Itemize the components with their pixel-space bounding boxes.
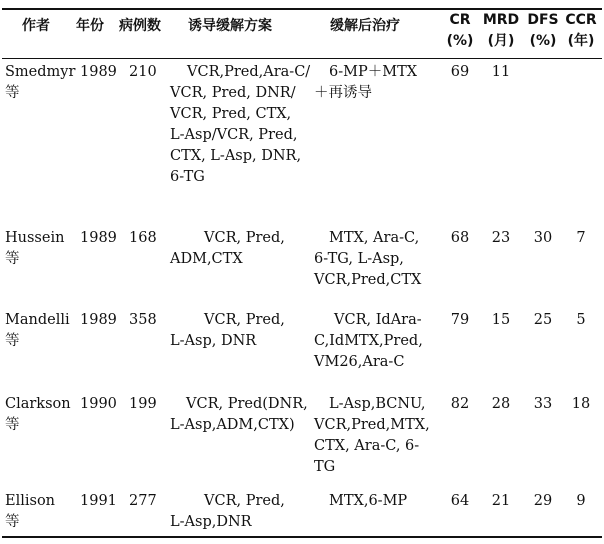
table-row-author — [5, 310, 70, 352]
row-1-induction-line2: VCR, Pred, DNR/ — [170, 85, 296, 101]
row-5-mrd: 21 — [491, 493, 511, 509]
row-2-post-line1: MTX, Ara-C, — [329, 230, 420, 246]
row-3-induction-line2: L-Asp, DNR — [170, 333, 257, 349]
row-4-post-line1: L-Asp,BCNU, — [329, 396, 426, 412]
header-induction: 诱导缓解方案 — [188, 18, 272, 34]
header-cases: 病例数 — [119, 18, 161, 34]
row-1-year: 1989 — [80, 64, 117, 80]
row-3-mrd: 15 — [491, 312, 511, 328]
row-4-post-line4: TG — [314, 459, 336, 475]
header-ccr-line2: (年) — [567, 33, 595, 49]
header-dfs-line2: (%) — [529, 33, 557, 49]
row-5-author-suffix: 等 — [5, 514, 20, 530]
row-3-post-remission — [314, 310, 423, 373]
row-1-mrd: 11 — [491, 64, 511, 80]
header-mrd-line1: MRD — [482, 12, 520, 28]
row-5-ccr: 9 — [576, 493, 586, 509]
row-5-cr: 64 — [450, 493, 470, 509]
row-2-post-remission — [314, 228, 421, 291]
row-3-author-suffix: 等 — [5, 333, 20, 349]
header-author: 作者 — [22, 18, 50, 34]
row-2-induction-line2: ADM,CTX — [170, 251, 243, 267]
row-3-year: 1989 — [80, 312, 117, 328]
row-3-author-name: Mandelli — [5, 312, 70, 328]
row-2-author-name: Hussein — [5, 230, 65, 246]
table-row-author — [5, 491, 55, 533]
row-4-author-name: Clarkson — [5, 396, 71, 412]
row-2-year: 1989 — [80, 230, 117, 246]
row-1-induction-line1: VCR,Pred,Ara-C/ — [187, 64, 311, 80]
row-1-cases: 210 — [129, 64, 157, 80]
row-4-cases: 199 — [129, 396, 157, 412]
header-year: 年份 — [76, 18, 104, 34]
header-cr — [440, 10, 480, 52]
row-4-post-remission — [314, 394, 430, 478]
row-1-induction — [170, 62, 311, 188]
row-2-induction-line1: VCR, Pred, — [204, 230, 285, 246]
header-dfs-line1: DFS — [527, 12, 559, 28]
row-4-induction — [170, 394, 306, 436]
row-3-post-line1: VCR, IdAra- — [334, 312, 422, 328]
table-row-author — [5, 228, 64, 270]
row-1-induction-line4: L-Asp/VCR, Pred, — [170, 127, 298, 143]
table-bottom-rule — [2, 536, 602, 538]
row-1-post-line2: ＋再诱导 — [314, 85, 372, 101]
row-4-induction-line2: L-Asp,ADM,CTX) — [170, 417, 295, 433]
row-1-induction-line3: VCR, Pred, CTX, — [170, 106, 292, 122]
row-5-induction-line2: L-Asp,DNR — [170, 514, 252, 530]
row-2-induction — [170, 228, 306, 270]
row-1-induction-line6: 6-TG — [170, 169, 205, 185]
row-3-dfs: 25 — [533, 312, 553, 328]
table-row-author — [5, 394, 71, 436]
row-5-post-line1: MTX,6-MP — [329, 493, 408, 509]
row-4-ccr: 18 — [571, 396, 591, 412]
header-mrd — [479, 10, 523, 52]
row-2-cr: 68 — [450, 230, 470, 246]
row-4-mrd: 28 — [491, 396, 511, 412]
row-5-year: 1991 — [80, 493, 117, 509]
row-1-author-name: Smedmyr — [5, 64, 76, 80]
row-3-induction-line1: VCR, Pred, — [204, 312, 285, 328]
header-ccr-line1: CCR — [565, 12, 597, 28]
row-3-post-line3: VM26,Ara-C — [314, 354, 405, 370]
row-4-post-line3: CTX, Ara-C, 6- — [314, 438, 420, 454]
row-4-induction-line1: VCR, Pred(DNR, — [186, 396, 308, 412]
row-3-ccr: 5 — [576, 312, 586, 328]
row-1-induction-line5: CTX, L-Asp, DNR, — [170, 148, 302, 164]
row-4-cr: 82 — [450, 396, 470, 412]
row-3-induction — [170, 310, 306, 352]
row-1-post-line1: 6-MP＋MTX — [329, 64, 418, 80]
row-2-dfs: 30 — [533, 230, 553, 246]
row-1-author-suffix: 等 — [5, 85, 20, 101]
header-cr-line2: (%) — [446, 33, 474, 49]
row-4-dfs: 33 — [533, 396, 553, 412]
header-ccr — [561, 10, 601, 52]
row-2-post-line3: VCR,Pred,CTX — [314, 272, 422, 288]
row-5-author-name: Ellison — [5, 493, 56, 509]
row-5-cases: 277 — [129, 493, 157, 509]
table-header-rule — [2, 58, 602, 59]
table-row-author — [5, 62, 75, 104]
header-mrd-line2: (月) — [487, 33, 515, 49]
row-4-author-suffix: 等 — [5, 417, 20, 433]
header-post-remission: 缓解后治疗 — [330, 18, 400, 34]
header-cr-line1: CR — [449, 12, 471, 28]
row-2-mrd: 23 — [491, 230, 511, 246]
row-2-post-line2: 6-TG, L-Asp, — [314, 251, 404, 267]
row-2-author-suffix: 等 — [5, 251, 20, 267]
row-1-post-remission — [314, 62, 417, 104]
row-4-year: 1990 — [80, 396, 117, 412]
row-1-cr: 69 — [450, 64, 470, 80]
row-5-induction — [170, 491, 306, 533]
row-3-cr: 79 — [450, 312, 470, 328]
row-3-post-line2: C,IdMTX,Pred, — [314, 333, 423, 349]
row-5-induction-line1: VCR, Pred, — [204, 493, 285, 509]
row-4-post-line2: VCR,Pred,MTX, — [314, 417, 430, 433]
header-dfs — [523, 10, 563, 52]
row-2-cases: 168 — [129, 230, 157, 246]
row-5-dfs: 29 — [533, 493, 553, 509]
row-3-cases: 358 — [129, 312, 157, 328]
row-2-ccr: 7 — [576, 230, 586, 246]
row-5-post-remission — [314, 491, 407, 512]
